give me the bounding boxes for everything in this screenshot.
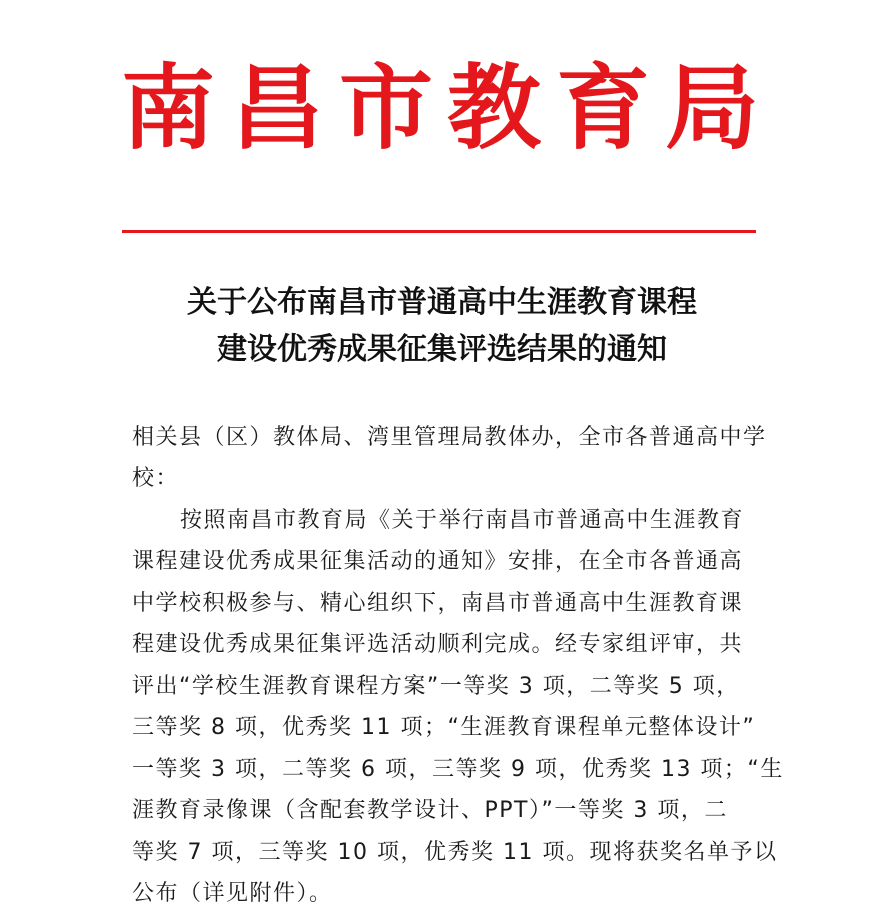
document-title-line-1: 关于公布南昌市普通高中生涯教育课程 [187,285,697,320]
masthead-char: 昌 [229,54,324,162]
paragraph-line: 中学校积极参与、精心组织下，南昌市普通高中生涯教育课 [132,591,744,616]
masthead-char: 育 [556,54,651,162]
paragraph-line: 程建设优秀成果征集评选活动顺利完成。经专家组评审，共 [132,632,744,657]
masthead-title [121,54,759,162]
red-divider-line [122,230,756,233]
paragraph-line: 评出“学校生涯教育课程方案”一等奖 3 项，二等奖 5 项， [132,674,740,699]
paragraph-line: 按照南昌市教育局《关于举行南昌市普通高中生涯教育 [180,508,745,533]
addressee-line: 相关县（区）教体局、湾里管理局教体办，全市各普通高中学 [132,425,767,450]
masthead-char: 南 [121,54,215,162]
paragraph-line: 等奖 7 项，三等奖 10 项，优秀奖 11 项。现将获奖名单予以 [132,840,778,865]
paragraph-line: 公布（详见附件）。 [132,881,333,906]
masthead-char: 局 [665,54,759,162]
paragraph-line: 一等奖 3 项，二等奖 6 项，三等奖 9 项，优秀奖 13 项；“生 [132,757,784,782]
addressee-line: 校： [132,466,180,491]
paragraph-line: 三等奖 8 项，优秀奖 11 项；“生涯教育课程单元整体设计” [132,715,756,740]
masthead-char: 教 [447,54,542,162]
masthead-char: 市 [338,54,433,162]
paragraph-line: 涯教育录像课（含配套教学设计、PPT）”一等奖 3 项，二 [132,798,728,823]
paragraph-line: 课程建设优秀成果征集活动的通知》安排，在全市各普通高 [132,549,744,574]
document-title-line-2: 建设优秀成果征集评选结果的通知 [217,332,667,367]
